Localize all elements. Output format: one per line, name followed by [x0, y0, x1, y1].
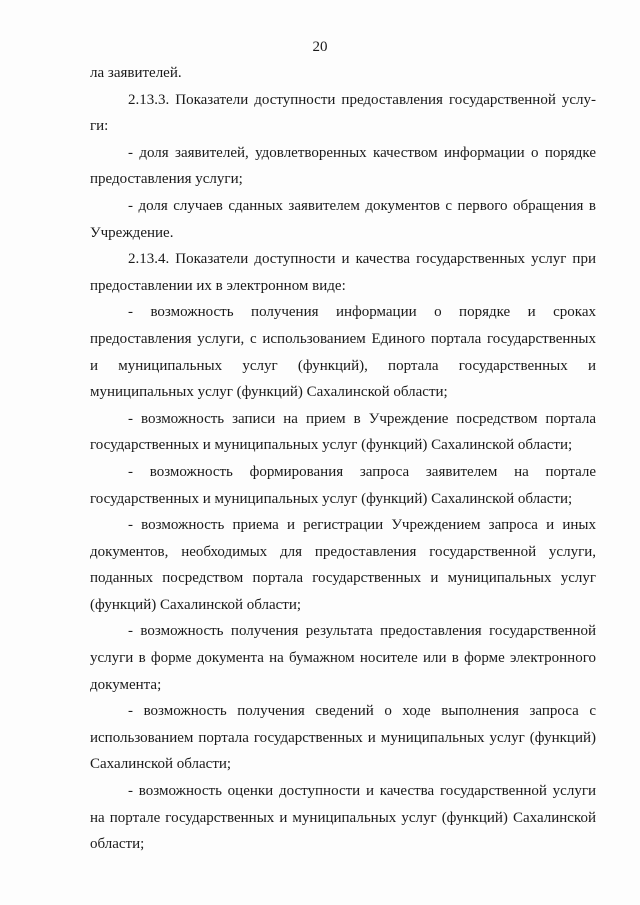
section-2-13-4-heading: 2.13.4. Показатели доступности и качества государственных услуг при предоставлении их в электронном виде: — [90, 251, 596, 294]
list-item: - возможность приема и регистрации Учреждением запроса и иных документов, необходимых для предоставления государственной услуги, поданных посредством портала государственных и муниципальных услуг (функций) Сахалинской области; — [90, 517, 596, 613]
list-item: - доля случаев сданных заявителем документов с первого обращения в Учреждение. — [90, 197, 596, 241]
page-number: 20 — [312, 39, 328, 55]
document-body — [90, 60, 596, 858]
list-item: - возможность получения сведений о ходе выполнения запроса с использованием портала государственных и муниципальных услуг (функций) Сахалинской области; — [90, 703, 596, 773]
list-item: - возможность записи на прием в Учреждение посредством портала государственных и муниципальных услуг (функций) Сахалинской области; — [90, 410, 596, 454]
list-item: - возможность получения результата предоставления государственной услуги в форме документа на бумажном носителе или в форме электронного документа; — [90, 623, 596, 693]
section-2-13-3-heading: 2.13.3. Показатели доступности предоставления государственной услу-ги: — [90, 91, 596, 135]
list-item: - возможность оценки доступности и качества государственной услуги на портале государственных и муниципальных услуг (функций) Сахалинской области; — [90, 783, 596, 853]
list-item: - возможность получения информации о порядке и сроках предоставления услуги, с использованием Единого портала государственных и муниципальных услуг (функций), портала государственных и муниципальных услуг (функций) Сахалинской области; — [90, 304, 596, 401]
paragraph-continuation: ла заявителей. — [90, 65, 182, 81]
list-item: - доля заявителей, удовлетворенных качеством информации о порядке предоставления услуги; — [90, 144, 596, 188]
list-item: - возможность формирования запроса заявителем на портале государственных и муниципальных услуг (функций) Сахалинской области; — [90, 463, 596, 507]
